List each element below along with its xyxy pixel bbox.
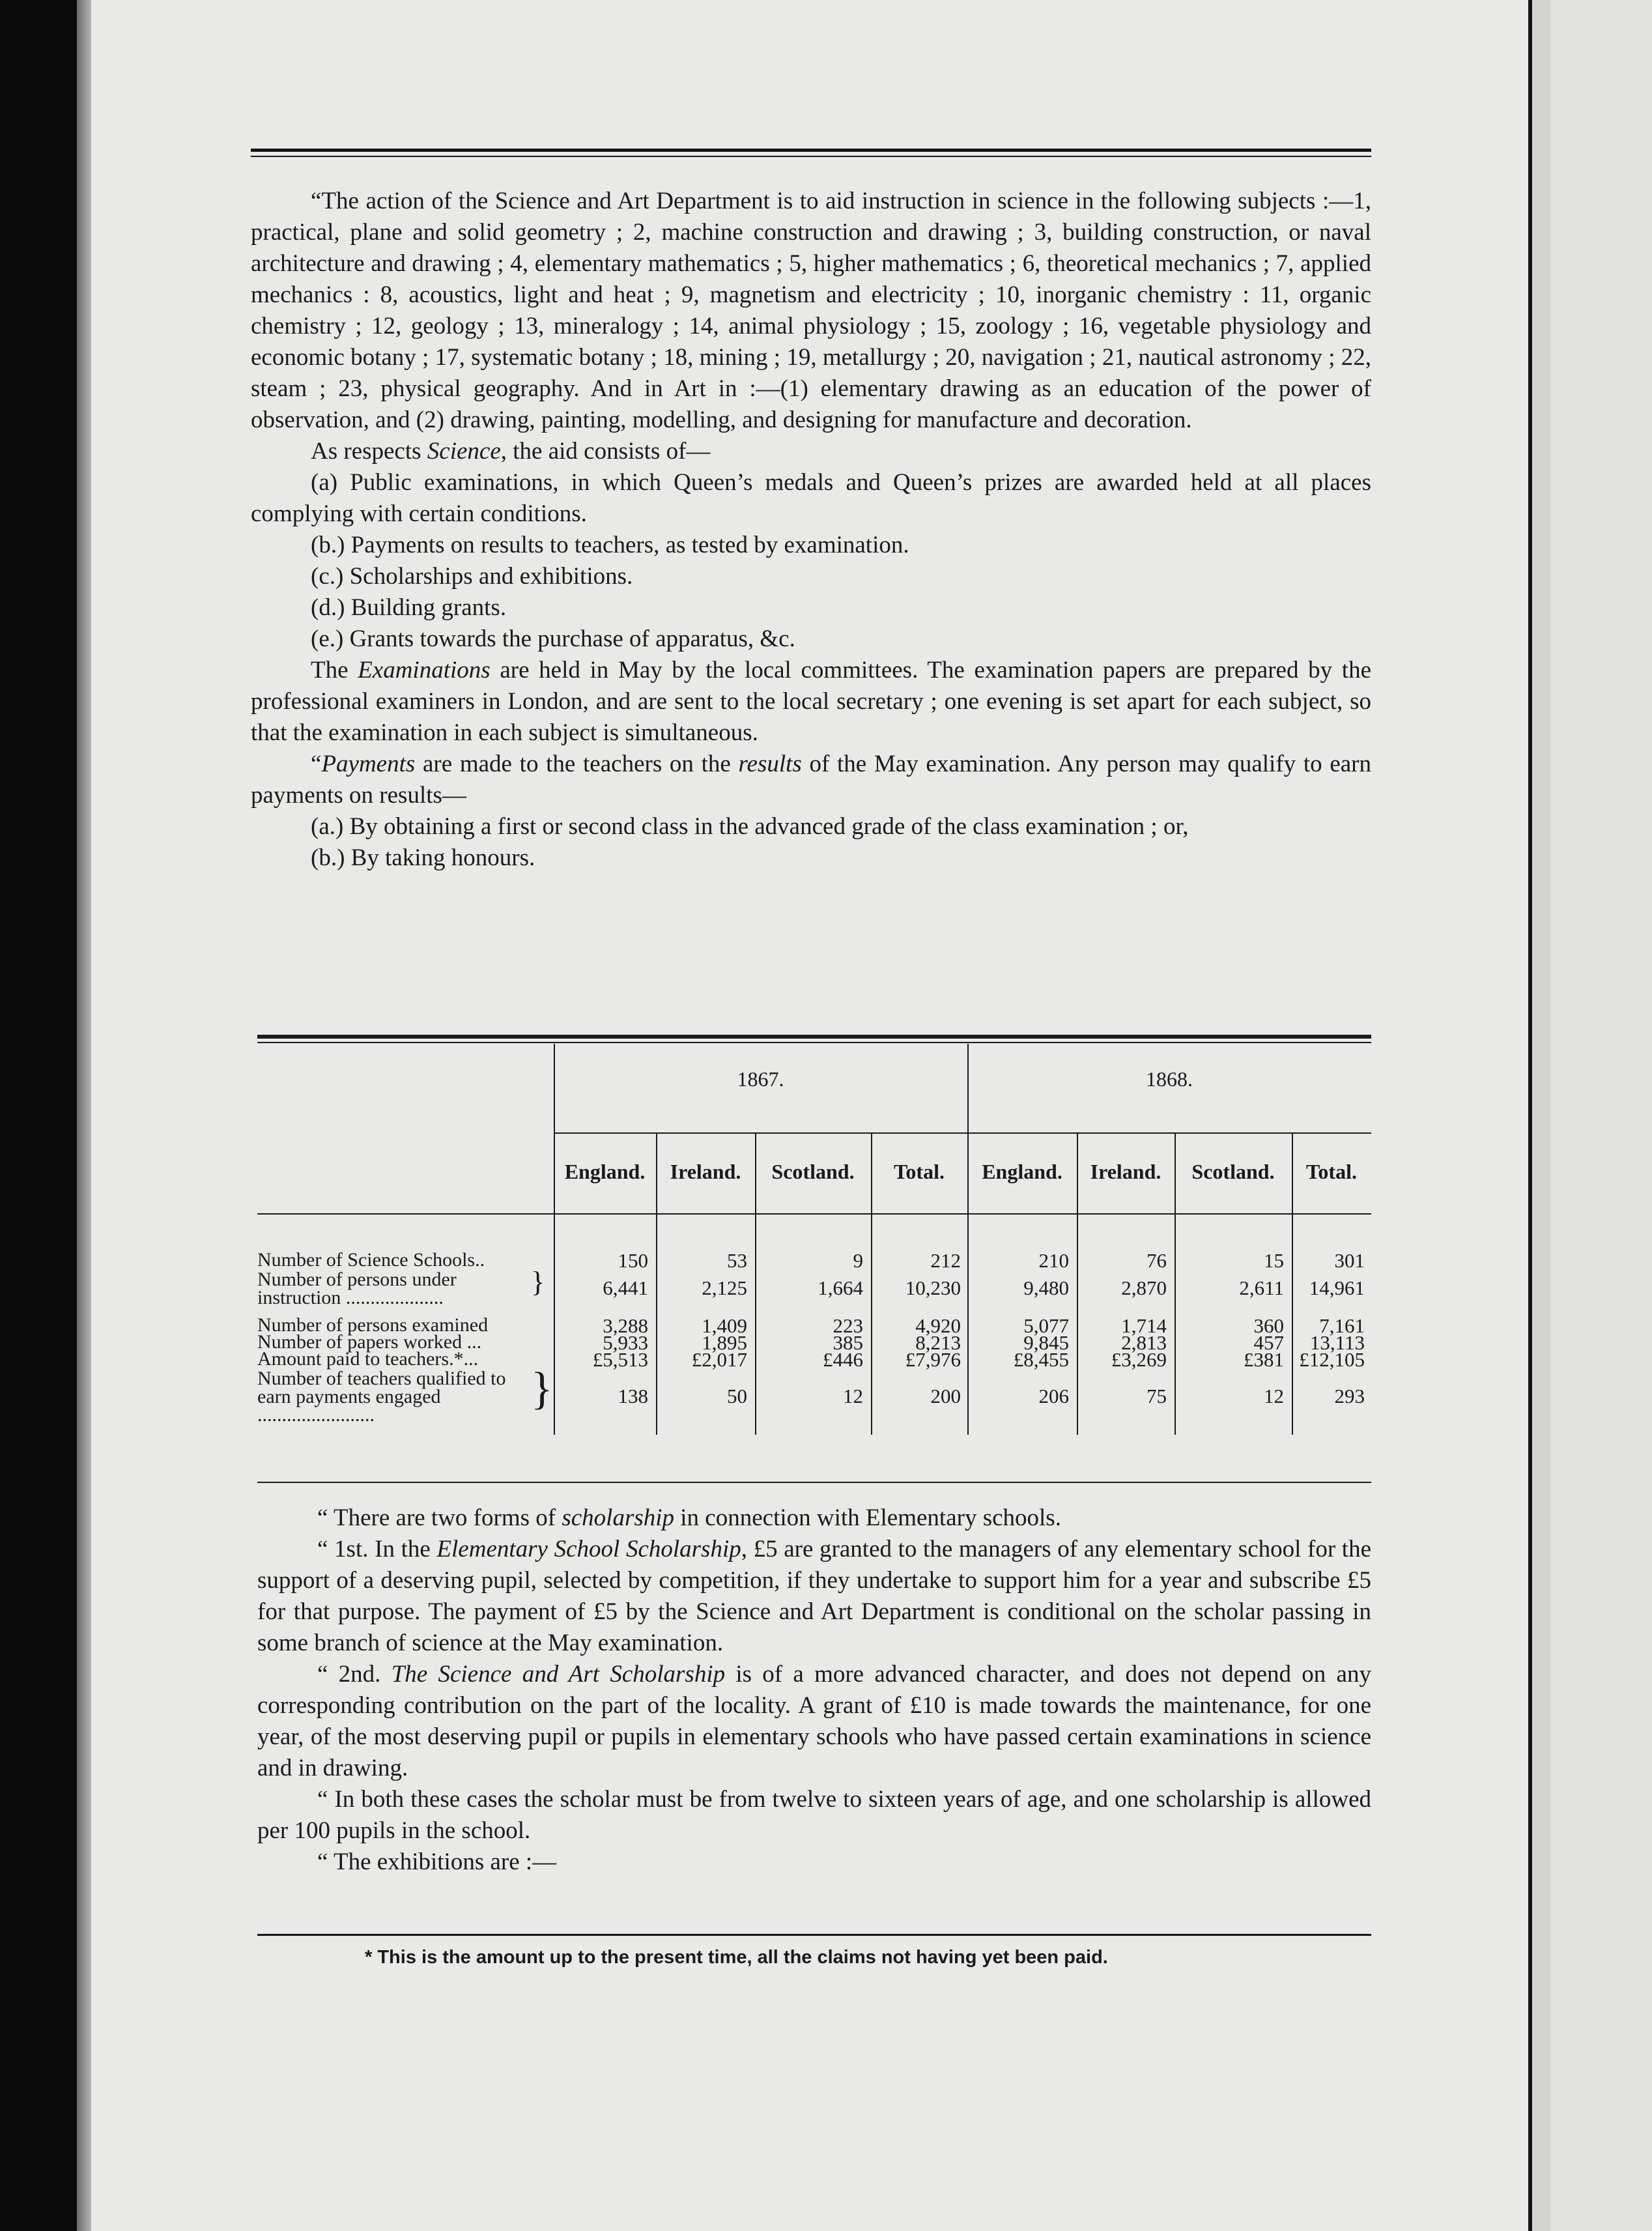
paragraph-exhibitions: “ The exhibitions are :— [317, 1849, 557, 1875]
row-label-amount-paid: Amount paid to teachers.*... [257, 1348, 479, 1370]
table-cell: 9 [853, 1249, 863, 1272]
col-head-ireland-1867: Ireland. [670, 1160, 741, 1183]
row-label-papers-worked: Number of papers worked ... [257, 1331, 482, 1353]
table-cell: 8,213 [915, 1331, 961, 1354]
table-cell: 9,480 [1023, 1276, 1069, 1299]
table-cell: 223 [833, 1314, 863, 1337]
table-cell: 13,113 [1309, 1331, 1365, 1354]
table-cell: 2,125 [702, 1276, 747, 1299]
aid-item-a: (a) Public examinations, in which Queen’s medals and Queen’s prizes are awarded held at all places complying with certain conditions. [251, 469, 1371, 527]
table-cell: 200 [930, 1385, 961, 1407]
table-cell: 301 [1334, 1249, 1365, 1272]
year-header-1867: 1867. [737, 1067, 784, 1091]
aid-item-b: (b.) Payments on results to teachers, as tested by examination. [311, 532, 909, 558]
table-cell: 138 [618, 1385, 648, 1407]
row-label-teachers-qualified: Number of teachers qualified to earn payments engaged ........................ [257, 1368, 506, 1426]
paragraph-examinations: The Examinations are held in May by the local committees. The examination papers are prepared by the professional examiners in London, and are sent to the local secretary ; one evening is set apart for each subject, so that the examination in each subject is simultaneous. [251, 657, 1371, 746]
row-label-persons-examined: Number of persons examined [257, 1314, 489, 1336]
table-cell: £5,513 [592, 1348, 648, 1371]
table-col-divider [554, 1044, 555, 1435]
table-cell: 210 [1038, 1249, 1069, 1272]
table-cell: 1,409 [702, 1314, 747, 1337]
table-year-rule [554, 1132, 1371, 1134]
table-cell: 457 [1253, 1331, 1284, 1354]
upper-text [251, 186, 1371, 874]
table-cell: 2,870 [1121, 1276, 1167, 1299]
aid-item-c: (c.) Scholarships and exhibitions. [311, 563, 633, 590]
footnote-rule [257, 1934, 1371, 1936]
table-cell: 1,664 [818, 1276, 863, 1299]
table-cell: 1,714 [1121, 1314, 1167, 1337]
table-cell: 9,845 [1023, 1331, 1069, 1354]
table-cell: 3,288 [603, 1314, 648, 1337]
year-header-1868: 1868. [1146, 1067, 1193, 1091]
statistics-table [257, 1035, 1384, 1478]
paragraph-first-scholarship: “ 1st. In the Elementary School Scholarship, £5 are granted to the managers of any elementary school for the support of a deserving pupil, selected by competition, if they undertake to support him for a year and subscribe £5 for that purpose. The payment of £5 by the Science and Art Department is conditional on the scholar passing in some branch of science at the May examination. [257, 1536, 1372, 1656]
lower-text [257, 1503, 1371, 1878]
table-cell: 75 [1146, 1385, 1167, 1407]
col-head-scotland-1868: Scotland. [1191, 1160, 1275, 1183]
table-cell: £12,105 [1299, 1348, 1365, 1371]
table-cell: 1,895 [702, 1331, 747, 1354]
table-cell: 4,920 [915, 1314, 961, 1337]
table-cell: £3,269 [1111, 1348, 1167, 1371]
table-cell: £8,455 [1013, 1348, 1069, 1371]
paragraph-payments: “Payments are made to the teachers on the results of the May examination. Any person may qualify to earn payments on results— [251, 751, 1371, 809]
col-head-scotland-1867: Scotland. [771, 1160, 855, 1183]
table-cell: 50 [727, 1385, 747, 1407]
table-cell: 7,161 [1319, 1314, 1365, 1337]
top-rule [251, 149, 1371, 152]
table-cell: £2,017 [691, 1348, 747, 1371]
paragraph-age-limits: “ In both these cases the scholar must be from twelve to sixteen years of age, and one scholarship is allowed per 100 pupils in the school. [257, 1786, 1371, 1844]
table-cell: £7,976 [905, 1348, 961, 1371]
table-cell: 2,611 [1239, 1276, 1284, 1299]
table-cell: 2,813 [1121, 1331, 1167, 1354]
table-cell: 15 [1264, 1249, 1284, 1272]
table-cell: 53 [727, 1249, 747, 1272]
table-bottom-rule [257, 1482, 1371, 1483]
table-cell: 14,961 [1309, 1276, 1365, 1299]
row-label-science-schools: Number of Science Schools.. [257, 1249, 485, 1271]
qualify-item-b: (b.) By taking honours. [311, 844, 535, 871]
table-cell: 76 [1146, 1249, 1167, 1272]
table-cell: 12 [1264, 1385, 1284, 1407]
table-top-rule [257, 1035, 1371, 1039]
table-cell: 6,441 [603, 1276, 648, 1299]
aid-item-e: (e.) Grants towards the purchase of apparatus, &c. [311, 626, 795, 652]
top-rule-thin [251, 156, 1371, 157]
paragraph-science-subjects: “The action of the Science and Art Department is to aid instruction in science in the following subjects :—1, practical, plane and solid geometry ; 2, machine construction and drawing ; 3, building construction, or naval architecture and drawing ; 4, elementary mathematics ; 5, higher mathematics ; 6, theoretical mechanics ; 7, applied mechanics : 8, acoustics, light and heat ; 9, magnetism and electricity ; 10, inorganic chemistry : 11, organic chemistry ; 12, geology ; 13, mineralogy ; 14, animal physiology ; 15, zoology ; 16, vegetable physiology and economic botany ; 17, systematic botany ; 18, mining ; 19, metallurgy ; 20, navigation ; 21, nautical astronomy ; 22, steam ; 23, physical geography. And in Art in :—(1) elementary drawing as an education of the power of observation, and (2) drawing, painting, modelling, and designing for manufacture and decoration. [251, 188, 1371, 433]
footnote: * This is the amount up to the present time, all the claims not having yet been paid. [365, 1947, 1108, 1968]
table-cell: 12 [843, 1385, 863, 1407]
paragraph-aid-consists: As respects Science, the aid consists of— [311, 438, 711, 465]
table-top-rule-thin [257, 1042, 1371, 1043]
table-cell: 150 [618, 1249, 648, 1272]
table-cell: 5,077 [1023, 1314, 1069, 1337]
paragraph-scholarship-forms: “ There are two forms of scholarship in connection with Elementary schools. [317, 1504, 1061, 1531]
row-brace: } [531, 1266, 545, 1298]
table-cell: £446 [823, 1348, 863, 1371]
aid-item-d: (d.) Building grants. [311, 594, 507, 621]
table-cell: 360 [1253, 1314, 1284, 1337]
table-cell: 206 [1038, 1385, 1069, 1407]
col-head-ireland-1868: Ireland. [1090, 1160, 1161, 1183]
table-cell: 10,230 [905, 1276, 961, 1299]
table-cell: 293 [1334, 1385, 1365, 1407]
col-head-england-1868: England. [982, 1160, 1062, 1183]
table-cell: 212 [930, 1249, 961, 1272]
adjacent-page-inner [1550, 0, 1652, 2231]
table-cell: 5,933 [603, 1331, 648, 1354]
table-cell: £381 [1244, 1348, 1284, 1371]
table-year-divider [967, 1044, 969, 1435]
qualify-item-a: (a.) By obtaining a first or second class in the advanced grade of the class examination ; or, [311, 813, 1189, 840]
row-label-persons-instruction: Number of persons under instruction .................... [257, 1269, 457, 1308]
row-brace: } [531, 1364, 553, 1414]
table-cell: 385 [833, 1331, 863, 1354]
col-head-england-1867: England. [564, 1160, 646, 1183]
paragraph-second-scholarship: “ 2nd. The Science and Art Scholarship is of a more advanced character, and does not depend on any corresponding contribution on the part of the locality. A grant of £10 is made towards the maintenance, for one year, of the most deserving pupil or pupils in elementary schools who have passed certain examinations in science and in drawing. [257, 1661, 1371, 1781]
table-head-rule [257, 1213, 1371, 1215]
col-head-total-1868: Total. [1306, 1160, 1357, 1183]
col-head-total-1867: Total. [894, 1160, 945, 1183]
